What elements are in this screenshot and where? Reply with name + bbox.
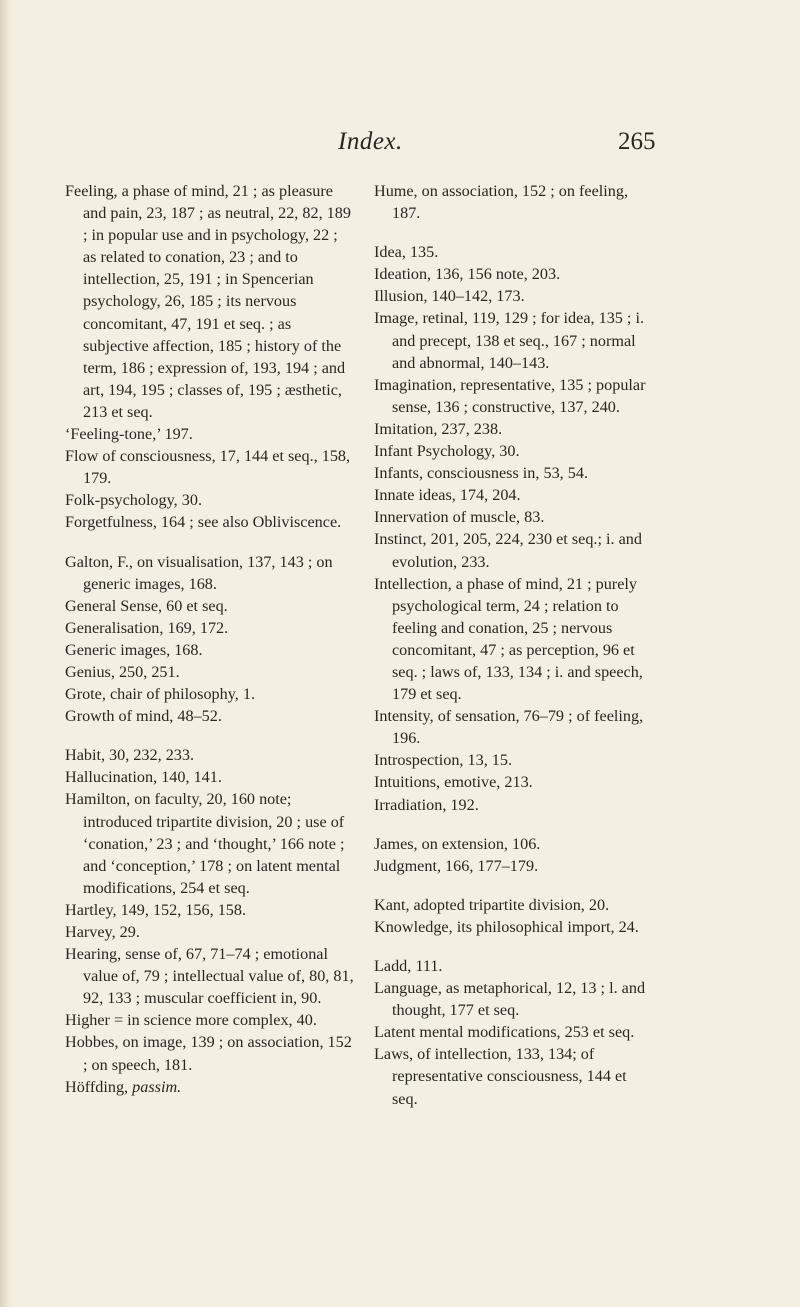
index-entry-text: General Sense, 60 et seq.: [65, 596, 228, 615]
index-entry-text: Folk-psychology, 30.: [65, 491, 202, 510]
index-entry-text: Hartley, 149, 152, 156, 158.: [65, 900, 247, 919]
index-entry: [65, 551, 355, 595]
index-entry-text: Generalisation, 169, 172.: [65, 618, 229, 637]
index-entry-text: Intellection, a phase of mind, 21 ; purely psychological term, 24 ; relation to feeling and conation, 25 ; nervous concomitant, 47 ; as perception, 96 et seq. ; laws of, 133, 134 ; i. and speech, 179 et seq.: [374, 574, 643, 704]
index-entry-text: James, on extension, 106.: [374, 834, 541, 853]
index-entry-text: Idea, 135.: [374, 243, 439, 262]
index-entry-text: Feeling, a phase of mind, 21 ; as pleasure and pain, 23, 187 ; as neutral, 22, 82, 189 ; in popular use and in psychology, 22 ; as related to conation, 23 ; and to intellection, 25, 191 ; in Spencerian psychology, 26, 185 ; its nervous concomitant, 47, 191 et seq. ; as subjective affection, 185 ; history of the term, 186 ; expression of, 193, 194 ; and art, 194, 195 ; classes of, 195 ; æsthetic, 213 et seq.: [65, 182, 351, 421]
index-entry-text: Hobbes, on image, 139 ; on association, 152 ; on speech, 181.: [65, 1033, 352, 1074]
index-entry: [65, 639, 355, 661]
index-entry-text: Genius, 250, 251.: [65, 662, 180, 681]
index-entry-text: Intensity, of sensation, 76–79 ; of feeling, 196.: [374, 707, 644, 748]
index-entry: [65, 1009, 355, 1031]
page-edge-shadow: [0, 0, 12, 1307]
index-entry-text: Imagination, representative, 135 ; popular sense, 136 ; constructive, 137, 240.: [374, 375, 646, 416]
index-entry: [65, 595, 355, 617]
index-entry-text: Intuitions, emotive, 213.: [374, 773, 533, 792]
index-entry: [374, 506, 652, 528]
index-entry: [374, 573, 652, 706]
index-entry-text: Introspection, 13, 15.: [374, 751, 513, 770]
index-entry: [374, 418, 652, 440]
index-entry-text: Habit, 30, 232, 233.: [65, 746, 195, 765]
index-entry: [374, 955, 652, 977]
index-entry-text: Ideation, 136, 156 note, 203.: [374, 265, 561, 284]
index-entry: [65, 705, 355, 727]
index-entry: [65, 617, 355, 639]
index-entry-text: Ladd, 111.: [374, 957, 443, 975]
page-title: Index.: [338, 128, 403, 155]
index-entry-text: Higher = in science more complex, 40.: [65, 1011, 317, 1030]
index-entry: [374, 833, 652, 855]
running-head: [0, 120, 800, 160]
index-entry-text: Hamilton, on faculty, 20, 160 note; introduced tripartite division, 20 ; use of ‘conation,’ 23 ; and ‘thought,’ 166 note ; and ‘conception,’ 178 ; on latent mental modifications, 254 et seq.: [65, 790, 345, 897]
index-entry: [374, 241, 652, 263]
index-entry-text: Laws, of intellection, 133, 134; of representative consciousness, 144 et seq.: [374, 1045, 627, 1108]
index-entry-text: Infants, consciousness in, 53, 54.: [374, 464, 589, 483]
index-entry-text: Infant Psychology, 30.: [374, 442, 520, 461]
index-entry: [374, 528, 652, 572]
index-entry-text: Illusion, 140–142, 173.: [374, 287, 525, 306]
index-entry-text: Knowledge, its philosophical import, 24.: [374, 917, 639, 936]
index-entry: [65, 788, 355, 898]
index-entry: [65, 1076, 355, 1098]
index-entry-text: Innervation of muscle, 83.: [374, 508, 545, 527]
index-entry-text: Kant, adopted tripartite division, 20.: [374, 895, 610, 914]
index-entry: [374, 794, 652, 816]
index-entry: [374, 855, 652, 877]
index-entry: [65, 899, 355, 921]
index-entry: [65, 943, 355, 1009]
index-entry-text: Hallucination, 140, 141.: [65, 768, 222, 787]
index-entry-text: Grote, chair of philosophy, 1.: [65, 685, 256, 704]
index-entry: [65, 180, 355, 423]
index-entry: [65, 661, 355, 683]
index-entry-text: ‘Feeling-tone,’ 197.: [65, 425, 193, 444]
index-entry: [374, 1021, 652, 1043]
index-entry: [374, 894, 652, 916]
index-entry: [65, 511, 355, 533]
index-entry: [374, 307, 652, 373]
index-entry-text: Growth of mind, 48–52.: [65, 707, 222, 726]
index-entry: [374, 462, 652, 484]
index-entry: [374, 180, 652, 224]
index-entry: [65, 489, 355, 511]
index-entry-text: Instinct, 201, 205, 224, 230 et seq.; i. and evolution, 233.: [374, 530, 642, 571]
index-entry: [374, 484, 652, 506]
index-entry-text: Hume, on association, 152 ; on feeling, 187.: [374, 182, 629, 223]
index-entry-text: Innate ideas, 174, 204.: [374, 486, 521, 505]
index-entry: [374, 705, 652, 749]
index-entry: [374, 440, 652, 462]
index-column-right: [374, 180, 652, 1110]
index-entry-text: Galton, F., on visualisation, 137, 143 ; on generic images, 168.: [65, 552, 333, 593]
index-entry: [65, 683, 355, 705]
index-entry: [65, 423, 355, 445]
index-entry-text: Harvey, 29.: [65, 923, 140, 941]
index-entry: [65, 1031, 355, 1075]
index-entry: [374, 374, 652, 418]
index-entry-text: Forgetfulness, 164 ; see also Obliviscence.: [65, 513, 342, 532]
index-entry: [374, 916, 652, 938]
index-entry-italic: passim.: [132, 1077, 182, 1096]
index-column-left: [65, 180, 355, 1098]
index-entry-text: Hearing, sense of, 67, 71–74 ; emotional value of, 79 ; intellectual value of, 80, 81, 92, 133 ; muscular coefficient in, 90.: [65, 945, 354, 1008]
index-entry: [65, 766, 355, 788]
index-entry: [374, 771, 652, 793]
index-entry-text: Flow of consciousness, 17, 144 et seq., 158, 179.: [65, 447, 351, 488]
index-entry: [65, 744, 355, 766]
index-entry: [374, 263, 652, 285]
index-entry-text: Language, as metaphorical, 12, 13 ; l. and thought, 177 et seq.: [374, 979, 646, 1020]
index-entry: [374, 1043, 652, 1109]
index-entry-text: Image, retinal, 119, 129 ; for idea, 135 ; i. and precept, 138 et seq., 167 ; normal and abnormal, 140–143.: [374, 309, 645, 372]
index-entry-text: Imitation, 237, 238.: [374, 419, 503, 438]
index-entry-text: Irradiation, 192.: [374, 795, 479, 814]
index-entry-text: Generic images, 168.: [65, 640, 203, 659]
index-entry-text: Höffding,: [65, 1077, 133, 1096]
index-entry: [374, 285, 652, 307]
index-entry: [374, 749, 652, 771]
page-number: 265: [618, 128, 656, 155]
index-entry-text: Latent mental modifications, 253 et seq.: [374, 1023, 635, 1042]
index-entry: [65, 921, 355, 943]
index-entry-text: Judgment, 166, 177–179.: [374, 856, 539, 875]
index-entry: [374, 977, 652, 1021]
index-entry: [65, 445, 355, 489]
